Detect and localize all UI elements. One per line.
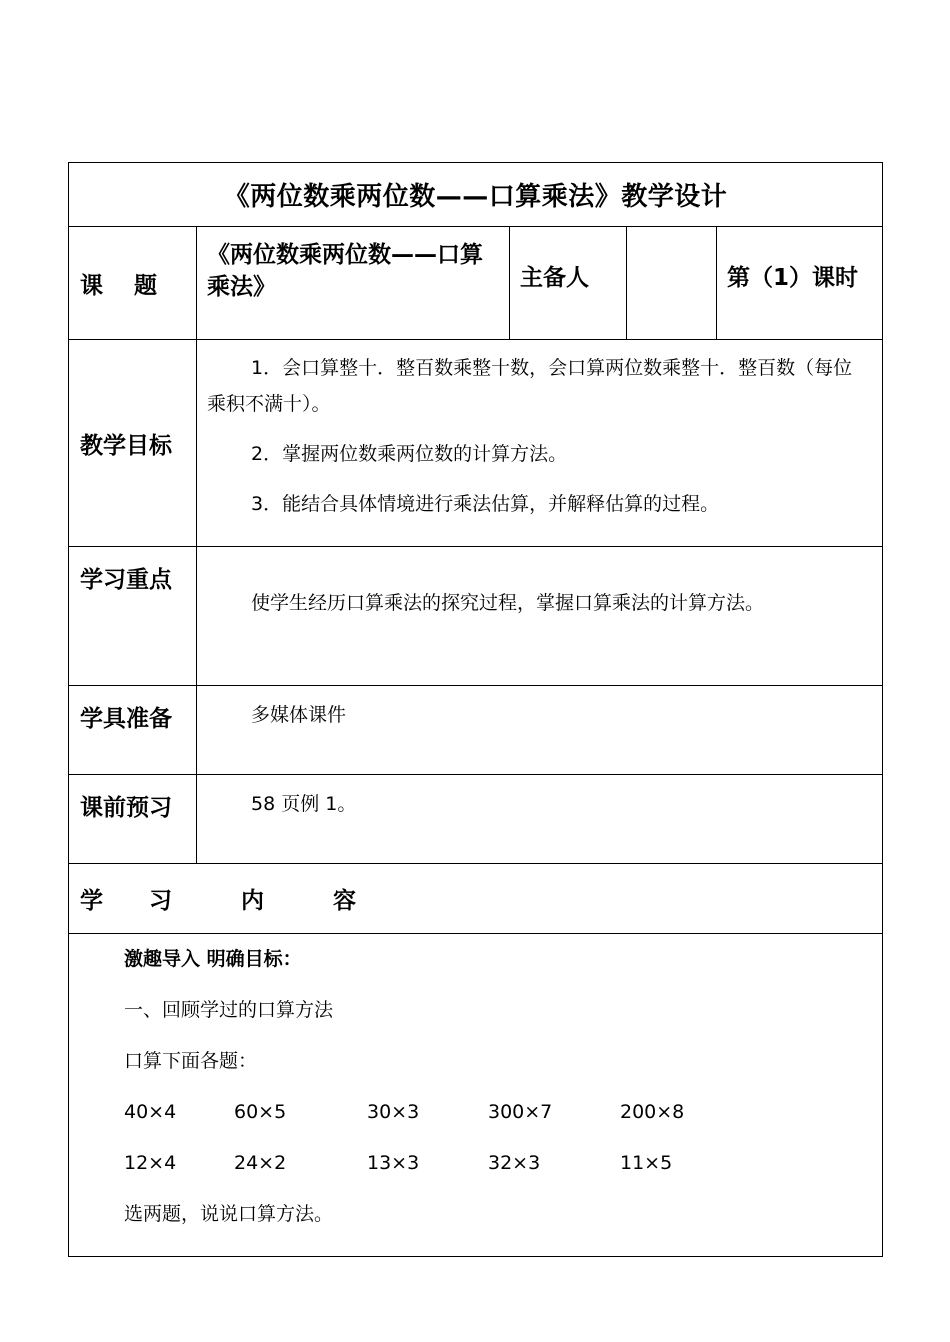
goal-item-1: 1．会口算整十．整百数乘整十数，会口算两位数乘整十．整百数（每位乘积不满十）。 [207,357,853,415]
topic-cell [197,227,510,340]
document-title: 《两位数乘两位数——口算乘法》教学设计 [69,163,883,227]
topic-label: 课 题 [69,227,197,340]
intro-heading: 激趣导入 明确目标： [124,948,302,970]
lesson-plan-table [68,162,883,1257]
tools-text: 多媒体课件 [251,704,347,726]
preview-cell [197,775,883,864]
preparer-label: 主备人 [520,265,589,291]
goal-item-2: 2．掌握两位数乘两位数的计算方法。 [251,443,568,465]
title-row [69,163,883,227]
section-heading: 一、回顾学过的口算方法 [124,999,334,1021]
preview-text: 58 页例 1。 [251,793,357,815]
calc-item: 40×4 [124,1101,177,1123]
goals-row [69,340,883,547]
calc-item: 32×3 [488,1152,541,1174]
content-header-row [69,864,883,934]
calc-row-2 [124,1150,882,1201]
key-points-text: 使学生经历口算乘法的探究过程，掌握口算乘法的计算方法。 [251,592,765,614]
content-header: 学 习 内 容 [69,864,883,934]
tools-cell [197,686,883,775]
key-points-row [69,547,883,686]
calc-row-1 [124,1099,882,1150]
content-cell [69,934,883,1257]
exercise-prompt: 口算下面各题： [124,1050,258,1072]
closing-text: 选两题，说说口算方法。 [124,1203,334,1225]
key-points-label: 学习重点 [69,547,197,686]
topic-value: 《两位数乘两位数——口算乘法》 [207,242,483,300]
goals-cell [197,340,883,547]
period-cell [717,227,883,340]
content-row [69,934,883,1257]
topic-row [69,227,883,340]
goals-list [197,340,882,522]
calc-item: 300×7 [488,1101,553,1123]
tools-row [69,686,883,775]
calc-item: 200×8 [620,1101,685,1123]
goal-item-3: 3．能结合具体情境进行乘法估算，并解释估算的过程。 [251,493,720,515]
preview-row [69,775,883,864]
calc-item: 30×3 [367,1101,420,1123]
preparer-value [627,227,717,340]
preview-label: 课前预习 [69,775,197,864]
calc-item: 13×3 [367,1152,420,1174]
tools-label: 学具准备 [69,686,197,775]
calc-item: 12×4 [124,1152,177,1174]
content-body [69,934,882,1252]
calc-item: 60×5 [234,1101,287,1123]
period-label: 第（1）课时 [727,265,859,291]
calc-item: 24×2 [234,1152,287,1174]
goals-label: 教学目标 [69,340,197,547]
preparer-label-cell [510,227,627,340]
key-points-cell [197,547,883,686]
calc-item: 11×5 [620,1152,673,1174]
